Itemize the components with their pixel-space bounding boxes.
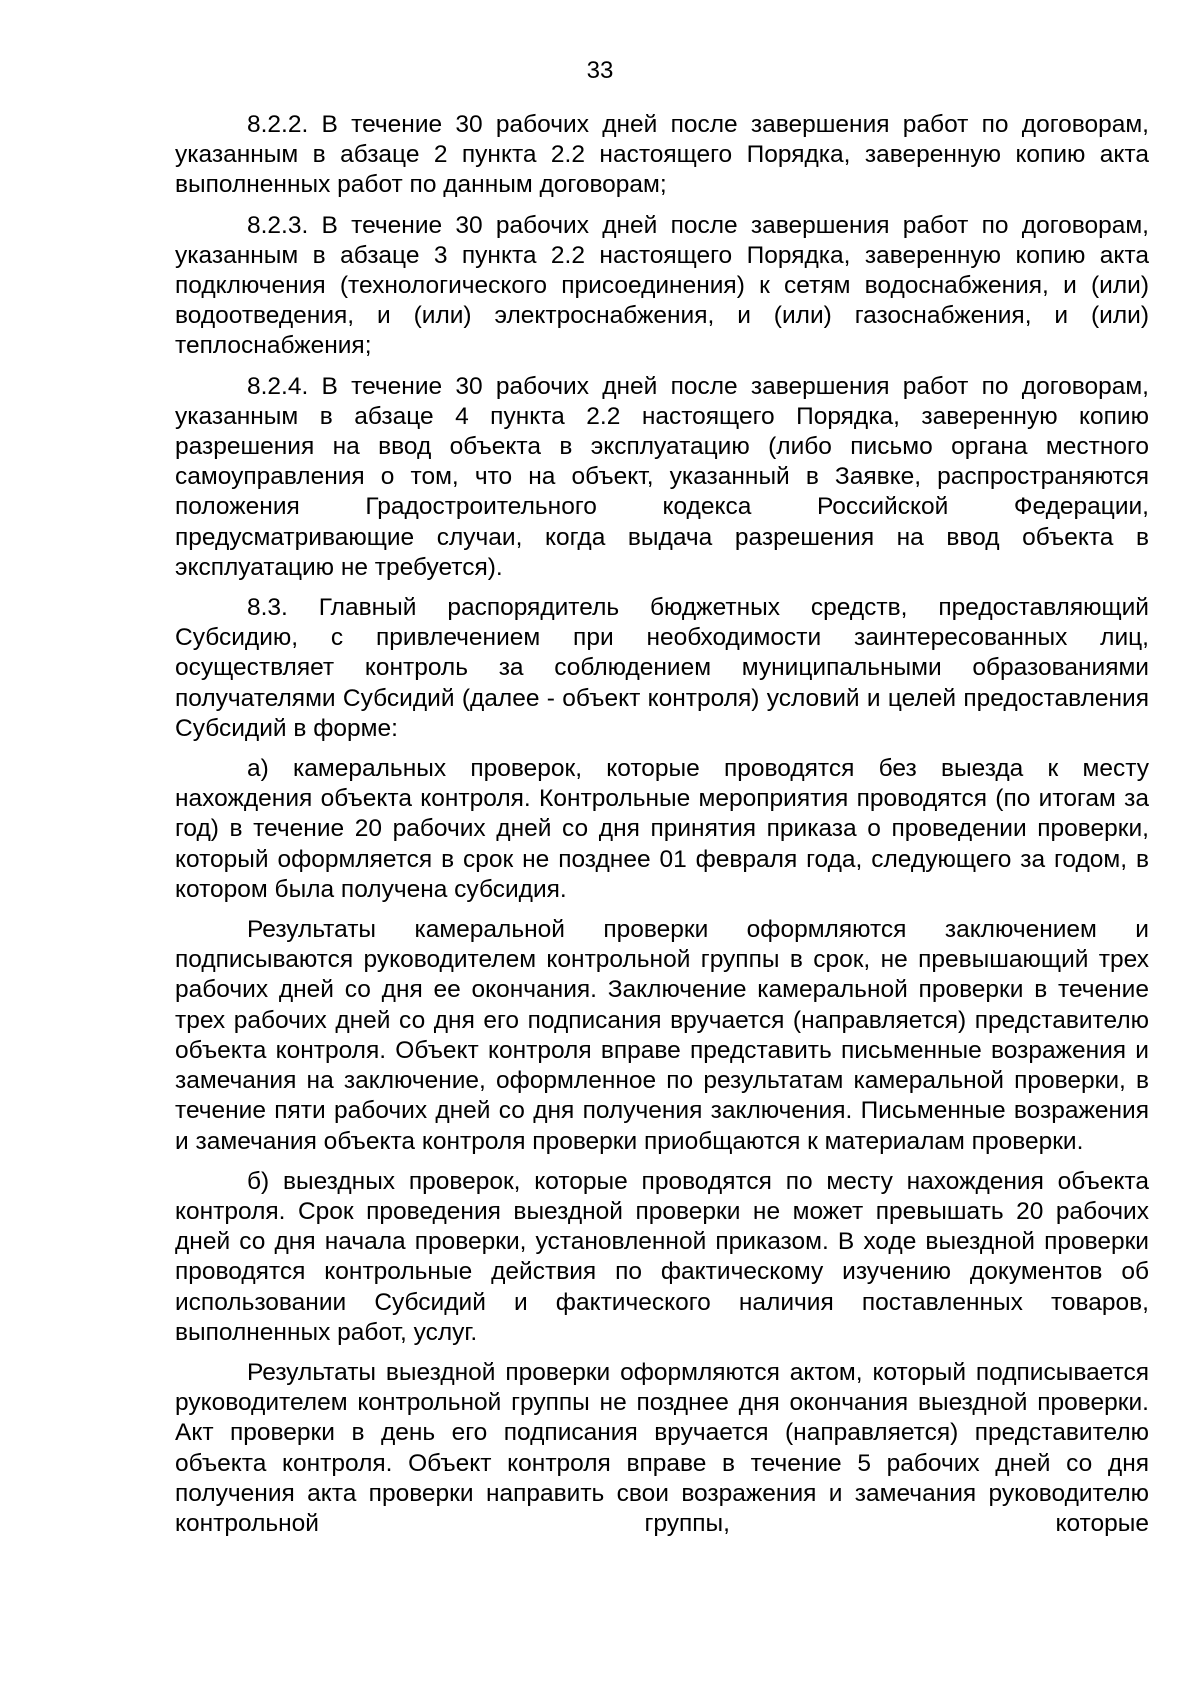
paragraph-desk-audit-results: Результаты камеральной проверки оформляются заключением и подписываются руководителем контрольной группы в срок, не превышающий трех рабочих дней со дня ее окончания. Заключение камеральной проверки в течение трех рабочих дней со дня его подписания вручается (направляется) представителю объекта контроля. Объект контроля вправе представить письменные возражения и замечания на заключение, оформленное по результатам камеральной проверки, в течение пяти рабочих дней со дня получения заключения. Письменные возражения и замечания объекта контроля проверки приобщаются к материалам проверки. — [175, 916, 1149, 1155]
document-body — [175, 110, 1149, 1549]
page-number: 33 — [586, 57, 614, 84]
paragraph-8-3: 8.3. Главный распорядитель бюджетных средств, предоставляющий Субсидию, с привлечением при необходимости заинтересованных лиц, осуществляет контроль за соблюдением муниципальными образованиями получателями Субсидий (далее - объект контроля) условий и целей предоставления Субсидий в форме: — [175, 594, 1149, 742]
paragraph-b-field-audits: б) выездных проверок, которые проводятся по месту нахождения объекта контроля. Срок проведения выездной проверки не может превышать 20 рабочих дней со дня начала проверки, установленной приказом. В ходе выездной проверки проводятся контрольные действия по фактическому изучению документов об использовании Субсидий и фактического наличия поставленных товаров, выполненных работ, услуг. — [175, 1167, 1149, 1346]
paragraph-8-2-4: 8.2.4. В течение 30 рабочих дней после завершения работ по договорам, указанным в абзаце 4 пункта 2.2 настоящего Порядка, заверенную копию разрешения на ввод объекта в эксплуатацию (либо письмо органа местного самоуправления о том, что на объект, указанный в Заявке, распространяются положения Градостроительного кодекса Российской Федерации, предусматривающие случаи, когда выдача разрешения на ввод объекта в эксплуатацию не требуется). — [175, 372, 1149, 581]
paragraph-8-2-2: 8.2.2. В течение 30 рабочих дней после завершения работ по договорам, указанным в абзаце 2 пункта 2.2 настоящего Порядка, заверенную копию акта выполненных работ по данным договорам; — [175, 111, 1149, 199]
paragraph-a-desk-audits: а) камеральных проверок, которые проводятся без выезда к месту нахождения объекта контроля. Контрольные мероприятия проводятся (по итогам за год) в течение 20 рабочих дней со дня принятия приказа о проведении проверки, который оформляется в срок не позднее 01 февраля года, следующего за годом, в котором была получена субсидия. — [175, 755, 1149, 903]
paragraph-8-2-3: 8.2.3. В течение 30 рабочих дней после завершения работ по договорам, указанным в абзаце 3 пункта 2.2 настоящего Порядка, заверенную копию акта подключения (технологического присоединения) к сетям водоснабжения, и (или) водоотведения, и (или) электроснабжения, и (или) газоснабжения, и (или) теплоснабжения; — [175, 211, 1149, 360]
paragraph-field-audit-results: Результаты выездной проверки оформляются актом, который подписывается руководителем контрольной группы не позднее дня окончания выездной проверки. Акт проверки в день его подписания вручается (направляется) представителю объекта контроля. Объект контроля вправе в течение 5 рабочих дней со дня получения акта проверки направить свои возражения и замечания руководителю контрольной группы, которые — [175, 1358, 1149, 1537]
